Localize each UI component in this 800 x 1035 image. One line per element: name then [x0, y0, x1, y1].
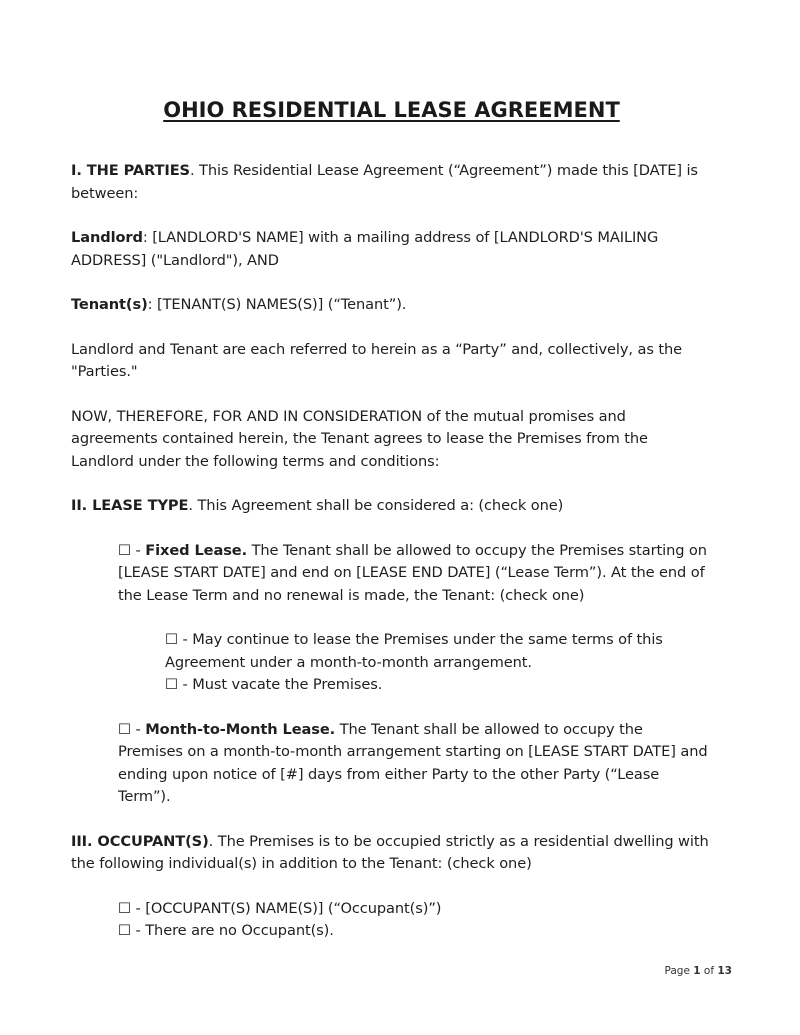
- no-occupants-checkbox[interactable]: ☐: [118, 922, 131, 939]
- fixed-lease-option: ☐ - Fixed Lease. The Tenant shall be allowed to occupy the Premises starting on [LEASE START DATE] and end on [LEASE END DATE] (“Lease Term”). At the end of the Lease Term and no renewal is made, the Tenant: (check one): [118, 541, 707, 604]
- landlord-label: Landlord: [71, 229, 143, 246]
- occupant-names-option: [71, 898, 712, 921]
- lease-type-heading: II. LEASE TYPE: [71, 497, 189, 514]
- lease-type-text: . This Agreement shall be considered a: (check one): [188, 497, 564, 514]
- lease-type-paragraph: [71, 495, 712, 518]
- footer-page-word: Page: [664, 965, 694, 977]
- continue-lease-checkbox[interactable]: ☐: [165, 631, 178, 648]
- consideration-paragraph: NOW, THEREFORE, FOR AND IN CONSIDERATION of the mutual promises and agreements contained herein, the Tenant agrees to lease the Premises from the Landlord under the following terms and conditions:: [71, 407, 648, 470]
- occupants-paragraph: [71, 831, 712, 876]
- tenant-paragraph: [71, 294, 712, 317]
- occupant-names-text: - [OCCUPANT(S) NAME(S)] (“Occupant(s)”): [130, 899, 442, 917]
- fixed-lease-checkbox[interactable]: ☐: [118, 541, 131, 559]
- parties-heading: I. THE PARTIES: [71, 162, 190, 179]
- document-title: OHIO RESIDENTIAL LEASE AGREEMENT: [163, 98, 620, 122]
- landlord-text: : [LANDLORD'S NAME] with a mailing address of [LANDLORD'S MAILING ADDRESS] ("Landlord"), AND: [71, 229, 659, 269]
- tenant-label: Tenant(s): [71, 296, 148, 313]
- footer-of-word: of: [700, 965, 718, 977]
- occupants-text: . The Premises is to be occupied strictly as a residential dwelling with the following individual(s) in addition to the Tenant: (check one): [71, 832, 709, 872]
- parties-text: . This Residential Lease Agreement (“Agreement”) made this [DATE] is between:: [71, 162, 698, 202]
- occupants-heading: III. OCCUPANT(S): [71, 832, 209, 850]
- footer-current-page: 1: [693, 965, 701, 977]
- parties-paragraph: [71, 160, 712, 205]
- continue-lease-text: - May continue to lease the Premises under the same terms of this Agreement under a month-to-month arrangement.: [165, 631, 663, 671]
- tenant-text: : [TENANT(S) NAMES(S)] (“Tenant”).: [147, 296, 407, 313]
- landlord-paragraph: [71, 227, 712, 272]
- vacate-checkbox[interactable]: ☐: [165, 676, 178, 693]
- page-number-footer: [665, 965, 733, 977]
- month-to-month-checkbox[interactable]: ☐: [118, 720, 131, 738]
- party-definition-paragraph: Landlord and Tenant are each referred to herein as a “Party” and, collectively, as the "Parties.": [71, 340, 683, 380]
- month-to-month-text: The Tenant shall be allowed to occupy the Premises on a month-to-month arrangement starting on [LEASE START DATE] and ending upon notice of [#] days from either Party to the other Party (“Lease Term”).: [118, 720, 708, 805]
- vacate-option: [71, 674, 712, 697]
- month-to-month-label: Month-to-Month Lease.: [145, 720, 336, 738]
- continue-lease-option: [71, 629, 712, 674]
- vacate-text: - Must vacate the Premises.: [177, 676, 383, 693]
- footer-total-pages: 13: [717, 965, 732, 977]
- occupant-names-checkbox[interactable]: ☐: [118, 899, 131, 917]
- month-to-month-option: ☐ - Month-to-Month Lease. The Tenant shall be allowed to occupy the Premises on a month-to-month arrangement starting on [LEASE START DATE] and ending upon notice of [#] days from either Party to the other Party (“Lease Term”).: [118, 720, 708, 805]
- fixed-lease-text: The Tenant shall be allowed to occupy the Premises starting on [LEASE START DATE] and end on [LEASE END DATE] (“Lease Term”). At the end of the Lease Term and no renewal is made, the Tenant: (check one): [118, 541, 707, 604]
- no-occupants-text: - There are no Occupant(s).: [130, 922, 334, 939]
- fixed-lease-label: Fixed Lease.: [145, 541, 248, 559]
- no-occupants-option: [71, 920, 712, 943]
